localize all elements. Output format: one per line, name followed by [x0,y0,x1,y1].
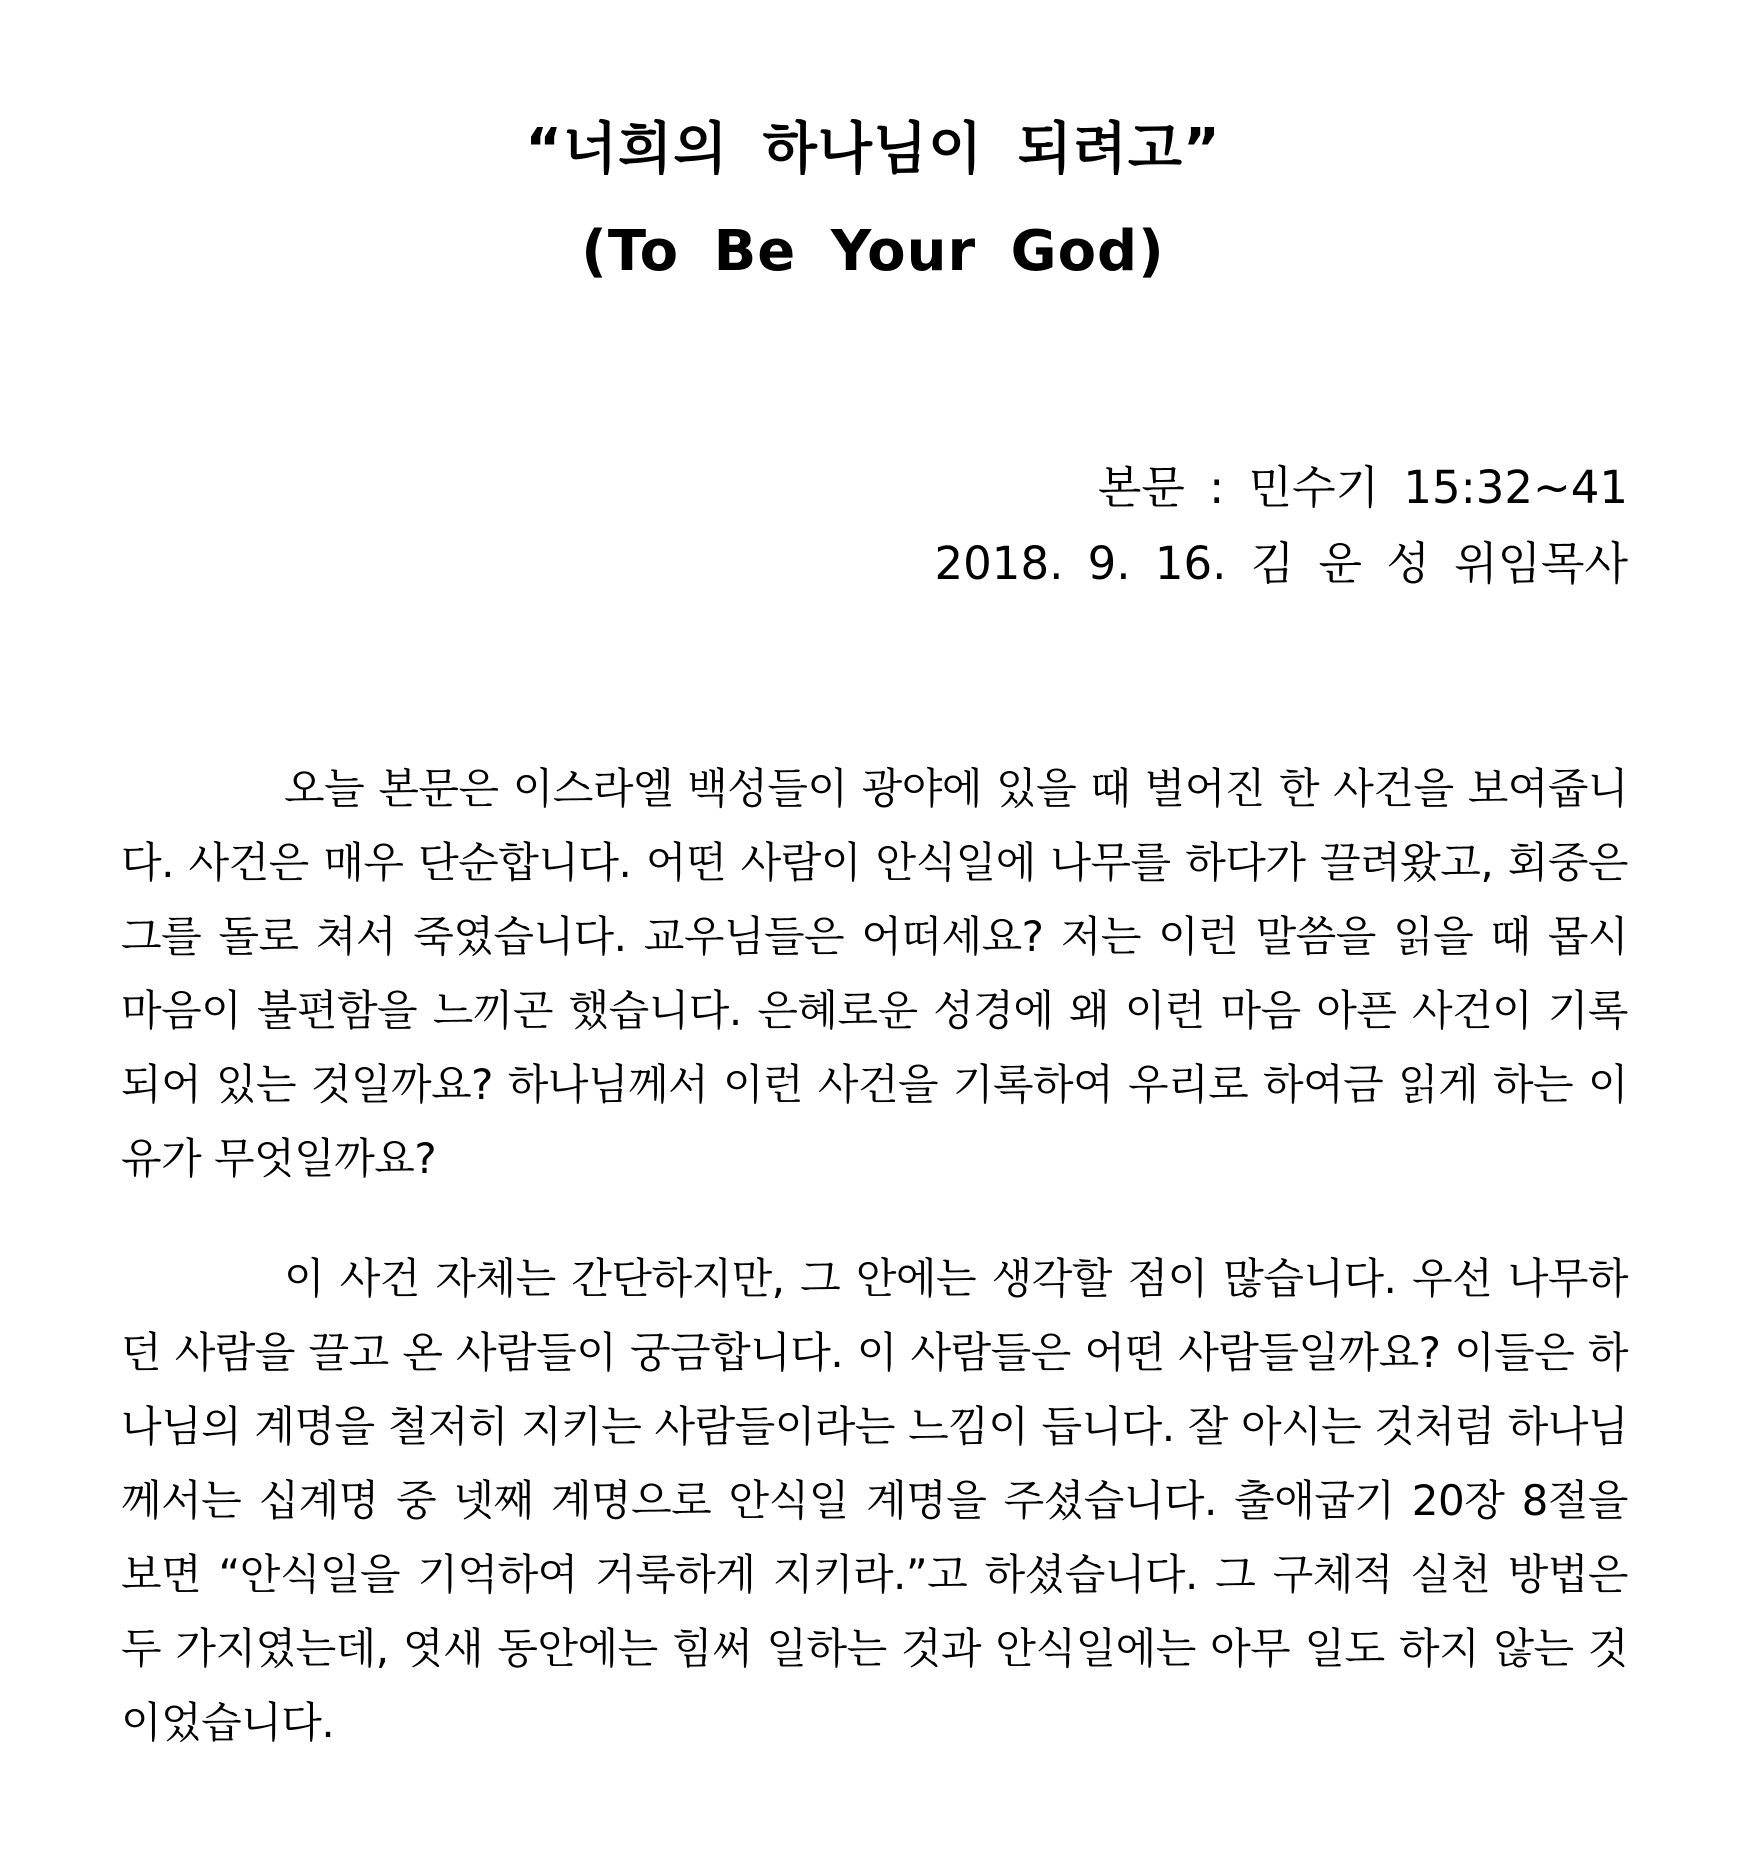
body-paragraph-2: 이 사건 자체는 간단하지만, 그 안에는 생각할 점이 많습니다. 우선 나무하던 사람을 끌고 온 사람들이 궁금합니다. 이 사람들은 어떤 사람들일까요? 이들은 하나님의 계명을 철저히 지키는 사람들이라는 느낌이 듭니다. 잘 아시는 것처럼 하나님께서는 십계명 중 넷째 계명으로 안식일 계명을 주셨습니다. 출애굽기 20장 8절을 보면 “안식일을 기억하여 거룩하게 지키라.”고 하셨습니다. 그 구체적 실천 방법은 두 가지였는데, 엿새 동안에는 힘써 일하는 것과 안식일에는 아무 일도 하지 않는 것이었습니다. [121,1254,1628,1747]
sermon-title-english: (To Be Your God) [581,219,1165,284]
sermon-date-preacher: 2018. 9. 16. 김 운 성 위임목사 [934,537,1628,590]
scripture-passage: 본문 : 민수기 15:32~41 [1097,461,1628,514]
sermon-title-korean: “너희의 하나님이 되려고” [525,117,1221,182]
body-paragraph-1: 오늘 본문은 이스라엘 백성들이 광야에 있을 때 벌어진 한 사건을 보여줍니다. 사건은 매우 단순합니다. 어떤 사람이 안식일에 나무를 하다가 끌려왔고, 회중은 그를 돌로 쳐서 죽였습니다. 교우님들은 어떠세요? 저는 이런 말씀을 읽을 때 몹시 마음이 불편함을 느끼곤 했습니다. 은혜로운 성경에 왜 이런 마음 아픈 사건이 기록되어 있는 것일까요? 하나님께서 이런 사건을 기록하여 우리로 하여금 읽게 하는 이유가 무엇일까요? [121,764,1628,1183]
